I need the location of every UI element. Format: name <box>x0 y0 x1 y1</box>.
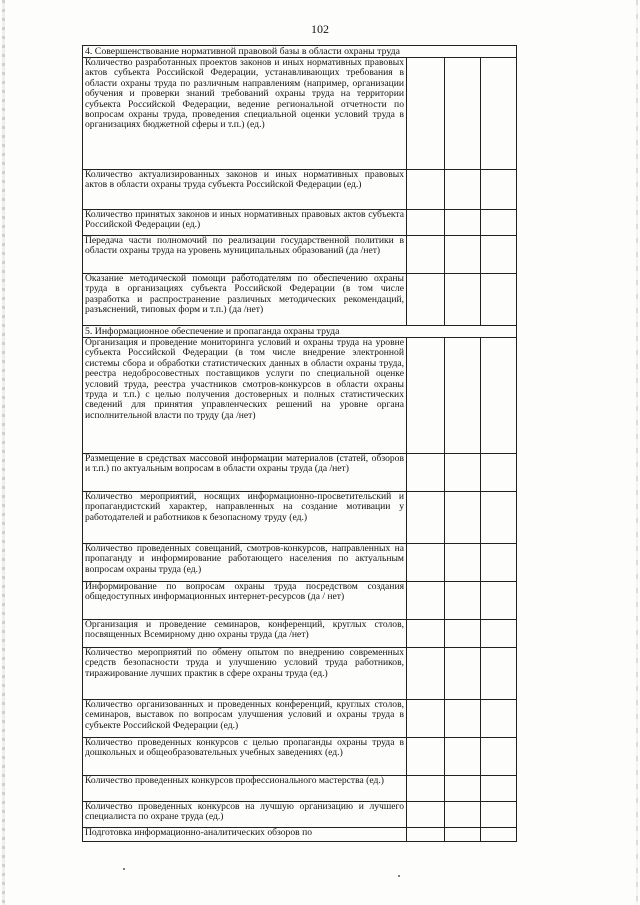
table-row <box>83 274 517 326</box>
value-cell <box>407 776 445 802</box>
value-cell <box>445 700 481 738</box>
indicator-text: Организация и проведение мониторинга условий и охраны труда на уровне субъекта Российской Федерации (в том числе внедрение электронной системы сбора и обработки статистических данных в области охраны труда, реестра недобросовестных поставщиков услуги по специальной оценке условий труда, реестра участников смотров-конкурсов в области охраны труда и т.п.) с целью получения достоверных и полных статистических сведений для принятия управленческих решений на уровне органа исполнительной власти по труду (да /нет) <box>83 338 407 454</box>
table-row <box>83 648 517 700</box>
table-row <box>83 802 517 828</box>
scan-speck <box>398 875 400 877</box>
value-cell <box>445 776 481 802</box>
value-cell <box>407 454 445 492</box>
table-row <box>83 58 517 170</box>
value-cell <box>481 544 517 582</box>
table-row <box>83 738 517 776</box>
value-cell <box>481 58 517 170</box>
indicator-text: Количество разработанных проектов законов и иных нормативных правовых актов субъекта Российской Федерации, устанавливающих требования в области охраны труда по различным направлениям (например, организации обучения и проверки знаний требований охраны труда на территории субъекта Российской Федерации, ведение региональной отчетности по вопросам охраны труда, проведения специальной оценки условий труда в организациях бюджетной сферы и т.п.) (ед.) <box>83 58 407 170</box>
table-row <box>83 492 517 544</box>
table-row <box>83 544 517 582</box>
value-cell <box>481 700 517 738</box>
value-cell <box>481 338 517 454</box>
value-cell <box>481 210 517 236</box>
value-cell <box>481 738 517 776</box>
value-cell <box>445 620 481 648</box>
indicators-table <box>82 45 517 842</box>
value-cell <box>445 454 481 492</box>
table-row <box>83 338 517 454</box>
indicator-text: Количество проведенных конкурсов на лучшую организацию и лучшего специалиста по охране труда (ед.) <box>83 802 407 828</box>
indicator-text: Передача части полномочий по реализации государственной политики в области охраны труда на уровень муниципальных образований (да /нет) <box>83 236 407 274</box>
value-cell <box>407 58 445 170</box>
section-row <box>83 46 517 58</box>
value-cell <box>407 700 445 738</box>
value-cell <box>445 828 481 842</box>
value-cell <box>445 274 481 326</box>
table-row <box>83 582 517 620</box>
value-cell <box>407 544 445 582</box>
value-cell <box>481 648 517 700</box>
indicator-text: Количество актуализированных законов и иных нормативных правовых актов в области охраны труда субъекта Российской Федерации (ед.) <box>83 170 407 210</box>
page-number: 102 <box>311 22 329 36</box>
value-cell <box>407 170 445 210</box>
table-row <box>83 454 517 492</box>
value-cell <box>407 338 445 454</box>
indicator-text: Оказание методической помощи работодателям по обеспечению охраны труда в организациях субъекта Российской Федерации (в том числе разработка и распространение различных методических рекомендаций, разъяснений, типовых форм и т.п.) (да /нет) <box>83 274 407 326</box>
value-cell <box>445 210 481 236</box>
value-cell <box>481 582 517 620</box>
value-cell <box>445 802 481 828</box>
value-cell <box>445 338 481 454</box>
value-cell <box>445 236 481 274</box>
value-cell <box>445 58 481 170</box>
indicator-text: Информирование по вопросам охраны труда посредством создания общедоступных информационных интернет-ресурсов (да / нет) <box>83 582 407 620</box>
indicator-text: Организация и проведение семинаров, конференций, круглых столов, посвященных Всемирному дню охраны труда (да /нет) <box>83 620 407 648</box>
value-cell <box>445 738 481 776</box>
indicator-text: Количество проведенных совещаний, смотров-конкурсов, направленных на пропаганду и информирование работающего населения по актуальным вопросам охраны труда (ед.) <box>83 544 407 582</box>
table-row <box>83 236 517 274</box>
value-cell <box>407 236 445 274</box>
indicator-text: Количество проведенных конкурсов профессионального мастерства (ед.) <box>83 776 407 802</box>
value-cell <box>407 620 445 648</box>
value-cell <box>407 828 445 842</box>
scan-edge-right <box>636 0 638 905</box>
indicator-text: Количество проведенных конкурсов с целью пропаганды охраны труда в дошкольных и общеобразовательных учебных заведениях (ед.) <box>83 738 407 776</box>
table-row <box>83 620 517 648</box>
section-title: 5. Информационное обеспечение и пропаганда охраны труда <box>83 326 517 338</box>
value-cell <box>407 582 445 620</box>
value-cell <box>481 620 517 648</box>
value-cell <box>481 802 517 828</box>
scan-edge-left <box>2 0 5 905</box>
value-cell <box>445 544 481 582</box>
value-cell <box>481 776 517 802</box>
indicator-text: Количество мероприятий по обмену опытом по внедрению современных средств безопасности труда и улучшению условий труда работников, тиражирование лучших практик в сфере охраны труда (ед.) <box>83 648 407 700</box>
table-row <box>83 170 517 210</box>
indicator-text: Подготовка информационно-аналитических обзоров по <box>83 828 407 842</box>
value-cell <box>407 648 445 700</box>
value-cell <box>481 236 517 274</box>
indicator-text: Размещение в средствах массовой информации материалов (статей, обзоров и т.п.) по актуальным вопросам в области охраны труда (да /нет) <box>83 454 407 492</box>
value-cell <box>481 274 517 326</box>
indicator-text: Количество принятых законов и иных нормативных правовых актов субъекта Российской Федерации (ед.) <box>83 210 407 236</box>
value-cell <box>407 738 445 776</box>
indicator-text: Количество мероприятий, носящих информационно-просветительский и пропагандистский характер, направленных на создание мотивации у работодателей и работников к безопасному труду (ед.) <box>83 492 407 544</box>
value-cell <box>445 492 481 544</box>
section-row <box>83 326 517 338</box>
value-cell <box>481 454 517 492</box>
value-cell <box>407 802 445 828</box>
value-cell <box>445 170 481 210</box>
value-cell <box>481 828 517 842</box>
table-row <box>83 210 517 236</box>
section-title: 4. Совершенствование нормативной правовой базы в области охраны труда <box>83 46 517 58</box>
value-cell <box>445 648 481 700</box>
value-cell <box>407 274 445 326</box>
indicator-text: Количество организованных и проведенных конференций, круглых столов, семинаров, выставок по вопросам улучшения условий и охраны труда в субъекте Российской Федерации (ед.) <box>83 700 407 738</box>
table-row <box>83 776 517 802</box>
table-row <box>83 828 517 842</box>
value-cell <box>407 210 445 236</box>
table-row <box>83 700 517 738</box>
value-cell <box>445 582 481 620</box>
scan-speck <box>123 868 125 870</box>
value-cell <box>481 492 517 544</box>
value-cell <box>481 170 517 210</box>
value-cell <box>407 492 445 544</box>
